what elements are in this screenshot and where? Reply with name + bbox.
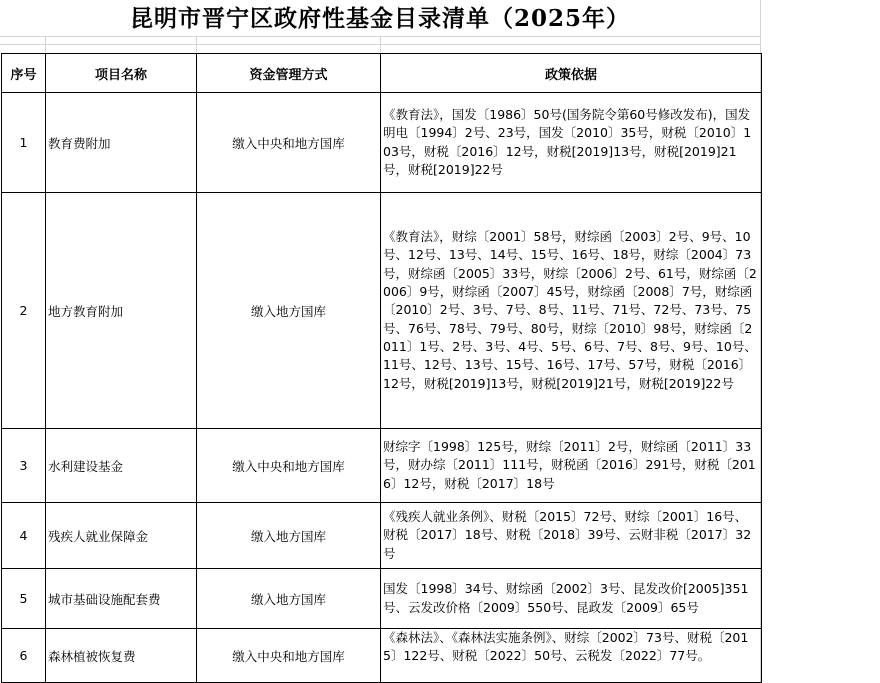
cell-basis[interactable]: 《教育法》，国发〔1986〕50号(国务院令第60号修改发布)，国发明电〔1994〕2号、23号，国发〔2010〕35号，财税〔2010〕103号，财税〔2016〕12号，财税[2019]13号，财税[2019]21号，财税[2019]22号: [381, 93, 762, 193]
cell-basis[interactable]: 《森林法》、《森林法实施条例》、财综〔2002〕73号、财税〔2015〕122号、财税〔2022〕50号、云税发〔2022〕77号。: [381, 629, 762, 683]
table-row: [2, 429, 762, 503]
cell-mode[interactable]: 缴入地方国库: [197, 569, 381, 629]
table-row: [2, 629, 762, 683]
cell-index[interactable]: 1: [2, 93, 46, 193]
header-basis[interactable]: 政策依据: [381, 54, 762, 93]
table-row: [2, 193, 762, 429]
page-title: 昆明市晋宁区政府性基金目录清单（2025年）: [129, 5, 630, 32]
cell-index[interactable]: 5: [2, 569, 46, 629]
table-row: [2, 569, 762, 629]
cell-name[interactable]: 森林植被恢复费: [46, 629, 197, 683]
cell-name[interactable]: 地方教育附加: [46, 193, 197, 429]
cell-index[interactable]: 2: [2, 193, 46, 429]
table-row: [2, 503, 762, 569]
cell-mode[interactable]: 缴入中央和地方国库: [197, 629, 381, 683]
cell-name[interactable]: 教育费附加: [46, 93, 197, 193]
cell-index[interactable]: 6: [2, 629, 46, 683]
gridline: [380, 36, 381, 53]
header-index[interactable]: 序号: [2, 54, 46, 93]
table-header-row: [2, 54, 762, 93]
cell-name[interactable]: 水利建设基金: [46, 429, 197, 503]
cell-index[interactable]: 3: [2, 429, 46, 503]
cell-mode[interactable]: 缴入地方国库: [197, 193, 381, 429]
cell-mode[interactable]: 缴入地方国库: [197, 503, 381, 569]
cell-basis[interactable]: 国发〔1998〕34号、财综函〔2002〕3号、昆发改价[2005]351号、云发改价格〔2009〕550号、昆政发〔2009〕65号: [381, 569, 762, 629]
header-mode[interactable]: 资金管理方式: [197, 54, 381, 93]
cell-name[interactable]: 残疾人就业保障金: [46, 503, 197, 569]
gridline: [45, 36, 46, 53]
header-name[interactable]: 项目名称: [46, 54, 197, 93]
cell-basis[interactable]: 财综字〔1998〕125号，财综〔2011〕2号，财综函〔2011〕33号，财办综〔2011〕111号，财税函〔2016〕291号，财税〔2016〕12号，财税〔2017〕18号: [381, 429, 762, 503]
gridline: [196, 36, 197, 53]
cell-basis[interactable]: 《教育法》，财综〔2001〕58号，财综函〔2003〕2号、9号、10号、12号、13号、14号、15号、16号、18号，财综〔2004〕73号，财综函〔2005〕33号，财综〔2006〕2号、61号，财综函〔2006〕9号，财综函〔2007〕45号，财综函〔2008〕7号，财综函〔2010〕2号、3号、7号、8号、11号、71号、72号、73号、75号、76号、78号、79号、80号，财综〔2010〕98号，财综函〔2011〕1号、2号、3号、4号、5号、6号、7号、8号、9号、10号、11号、12号、13号、15号、16号、17号、57号，财税〔2016〕12号，财税[2019]13号，财税[2019]21号，财税[2019]22号: [381, 193, 762, 429]
fund-catalog-table: [1, 53, 762, 683]
cell-mode[interactable]: 缴入中央和地方国库: [197, 429, 381, 503]
cell-index[interactable]: 4: [2, 503, 46, 569]
cell-basis[interactable]: 《残疾人就业条例》、财税〔2015〕72号、财综〔2001〕16号、财税〔2017〕18号、财税〔2018〕39号、云财非税〔2017〕32号: [381, 503, 762, 569]
table-row: [2, 93, 762, 193]
cell-mode[interactable]: 缴入中央和地方国库: [197, 93, 381, 193]
cell-name[interactable]: 城市基础设施配套费: [46, 569, 197, 629]
